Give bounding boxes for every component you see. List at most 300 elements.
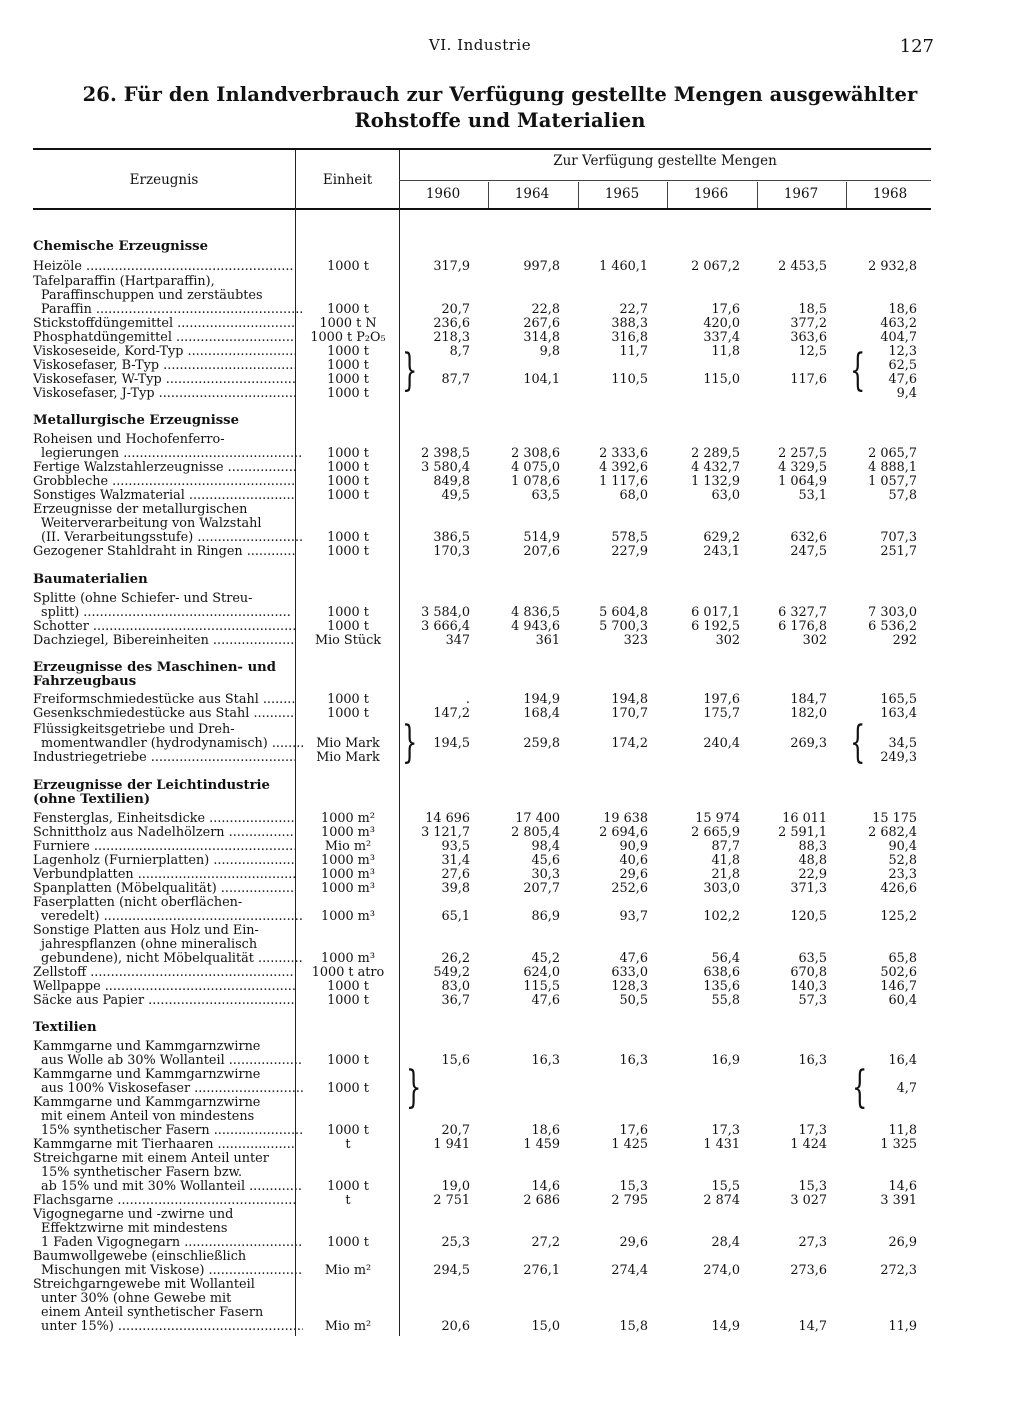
value-cell: 12,3: [888, 344, 917, 359]
value-cell: 1 460,1: [599, 259, 648, 274]
column-header-product: Erzeugnis: [129, 172, 199, 188]
value-cell: 5 604,8: [599, 605, 648, 620]
value-cell: 168,4: [523, 706, 560, 721]
value-cell: 17,3: [711, 1123, 740, 1138]
value-cell: 57,8: [888, 488, 917, 503]
value-cell: 11,8: [711, 344, 740, 359]
value-cell: 227,9: [611, 544, 648, 559]
table-row: [0, 1194, 1024, 1208]
value-cell: 165,5: [880, 692, 917, 707]
value-cell: 361: [535, 633, 560, 648]
table-row: [0, 1054, 1024, 1068]
value-cell: 292: [892, 633, 917, 648]
value-cell: 274,0: [703, 1263, 740, 1278]
value-cell: 93,5: [441, 839, 470, 854]
value-cell: 63,5: [798, 951, 827, 966]
value-cell: 128,3: [611, 979, 648, 994]
value-cell: 4 392,6: [599, 460, 648, 475]
value-cell: 40,6: [619, 853, 648, 868]
value-cell: 463,2: [880, 316, 917, 331]
value-cell: 3 666,4: [421, 619, 470, 634]
value-cell: 218,3: [433, 330, 470, 345]
table-row: [0, 606, 1024, 620]
year-header: 1966: [693, 186, 729, 202]
value-cell: 14,6: [531, 1179, 560, 1194]
value-cell: 23,3: [888, 867, 917, 882]
column-divider: [295, 632, 296, 1336]
year-separator: [757, 182, 758, 208]
row-label: veredelt) .....: [33, 910, 303, 924]
row-unit: 1000 t: [327, 530, 369, 545]
row-label: legierungen .....: [33, 447, 303, 461]
table-row: [0, 826, 1024, 840]
row-label: Paraffinschuppen und zerstäubtes: [41, 289, 263, 303]
value-cell: 16,3: [798, 1053, 827, 1068]
table-row: [0, 592, 1024, 606]
row-unit: 1000 m²: [321, 811, 375, 826]
value-cell: 3 391: [880, 1193, 917, 1208]
value-cell: 20,7: [441, 1123, 470, 1138]
value-cell: 1 424: [790, 1137, 827, 1152]
table-row: [0, 737, 1024, 751]
value-cell: 30,3: [531, 867, 560, 882]
value-cell: 194,9: [523, 692, 560, 707]
row-label: (II. Verarbeitungsstufe) .....: [33, 531, 303, 545]
value-cell: 16,4: [888, 1053, 917, 1068]
table-row: [0, 994, 1024, 1008]
row-unit: Mio m²: [324, 1263, 372, 1278]
value-cell: 65,8: [888, 951, 917, 966]
row-label: Viskoseseide, Kord-Typ .....: [33, 345, 295, 359]
value-cell: 15 974: [695, 811, 740, 826]
value-cell: 104,1: [523, 372, 560, 387]
row-label: aus 100% Viskosefaser .....: [33, 1082, 303, 1096]
value-cell: 20,6: [441, 1319, 470, 1334]
row-unit: 1000 t: [327, 386, 369, 401]
value-cell: 629,2: [703, 530, 740, 545]
row-label: Schotter .....: [33, 620, 295, 634]
section-heading: Textilien: [33, 1020, 97, 1035]
value-cell: 11,9: [888, 1319, 917, 1334]
row-label: Splitte (ohne Schiefer- und Streu-: [33, 592, 253, 606]
row-unit: 1000 t: [327, 544, 369, 559]
value-cell: 388,3: [611, 316, 648, 331]
value-cell: 2 308,6: [511, 446, 560, 461]
section-heading: Erzeugnisse des Maschinen- und: [33, 660, 276, 675]
row-unit: 1000 t: [327, 488, 369, 503]
table-row: [0, 634, 1024, 648]
value-cell: 207,7: [523, 881, 560, 896]
value-cell: 670,8: [790, 965, 827, 980]
row-unit: 1000 t: [327, 1235, 369, 1250]
value-cell: 3 580,4: [421, 460, 470, 475]
value-cell: 4 432,7: [691, 460, 740, 475]
value-cell: 19 638: [603, 811, 648, 826]
value-cell: 259,8: [523, 736, 560, 751]
row-label: Viskosefaser, W-Typ .....: [33, 373, 295, 387]
value-cell: 68,0: [619, 488, 648, 503]
top-rule: [33, 148, 931, 150]
value-cell: 57,3: [798, 993, 827, 1008]
table-row: [0, 545, 1024, 559]
table-row: [0, 345, 1024, 359]
value-cell: 314,8: [523, 330, 560, 345]
value-cell: 8,7: [449, 344, 470, 359]
row-unit: 1000 t: [327, 979, 369, 994]
brace-mark: }: [402, 345, 418, 396]
value-cell: 146,7: [880, 979, 917, 994]
value-cell: 15,6: [441, 1053, 470, 1068]
row-unit: Mio m²: [324, 1319, 372, 1334]
table-row: [0, 531, 1024, 545]
value-cell: 26,9: [888, 1235, 917, 1250]
table-row: [0, 387, 1024, 401]
value-cell: 102,2: [703, 909, 740, 924]
value-cell: 273,6: [790, 1263, 827, 1278]
value-cell: 65,1: [441, 909, 470, 924]
table-row: [0, 275, 1024, 289]
value-cell: 60,4: [888, 993, 917, 1008]
value-cell: 194,5: [433, 736, 470, 751]
value-cell: 22,9: [798, 867, 827, 882]
value-cell: 17,6: [711, 302, 740, 317]
value-cell: 9,8: [539, 344, 560, 359]
value-cell: 115,5: [523, 979, 560, 994]
value-cell: 707,3: [880, 530, 917, 545]
value-cell: 240,4: [703, 736, 740, 751]
value-cell: 90,9: [619, 839, 648, 854]
value-cell: 2 874: [703, 1193, 740, 1208]
row-label: Tafelparaffin (Hartparaffin),: [33, 275, 215, 289]
value-cell: 15,0: [531, 1319, 560, 1334]
value-cell: 1 064,9: [778, 474, 827, 489]
row-unit: 1000 t: [327, 372, 369, 387]
row-label: Effektzwirne mit mindestens: [41, 1222, 228, 1236]
value-cell: 302: [802, 633, 827, 648]
row-label: einem Anteil synthetischer Fasern: [41, 1306, 264, 1320]
value-cell: 45,2: [531, 951, 560, 966]
table-row: [0, 289, 1024, 303]
row-unit: 1000 m³: [321, 909, 375, 924]
table-row: [0, 980, 1024, 994]
value-cell: 115,0: [703, 372, 740, 387]
value-cell: 17 400: [515, 811, 560, 826]
row-label: Sonstige Platten aus Holz und Ein-: [33, 924, 259, 938]
value-cell: 93,7: [619, 909, 648, 924]
value-cell: 34,5: [888, 736, 917, 751]
table-row: [0, 461, 1024, 475]
brace-mark: }: [406, 1062, 422, 1113]
year-separator: [488, 182, 489, 208]
value-cell: 6 192,5: [691, 619, 740, 634]
section-title: VI. Industrie: [428, 36, 532, 54]
page-number: 127: [899, 36, 934, 57]
table-row: [0, 854, 1024, 868]
value-cell: 18,5: [798, 302, 827, 317]
row-label: Viskosefaser, J-Typ .....: [33, 387, 295, 401]
value-cell: 90,4: [888, 839, 917, 854]
row-unit: 1000 t: [327, 993, 369, 1008]
row-unit: 1000 t: [327, 259, 369, 274]
section-heading: Fahrzeugbaus: [33, 674, 137, 689]
value-cell: 14,9: [711, 1319, 740, 1334]
row-label: Viskosefaser, B-Typ .....: [33, 359, 295, 373]
table-row: [0, 1068, 1024, 1082]
value-cell: 27,3: [798, 1235, 827, 1250]
value-cell: 1 132,9: [691, 474, 740, 489]
row-label: Mischungen mit Viskose) .....: [33, 1264, 303, 1278]
table-row: [0, 840, 1024, 854]
column-header-unit: Einheit: [322, 172, 373, 188]
value-cell: 62,5: [888, 358, 917, 373]
value-cell: 997,8: [523, 259, 560, 274]
year-separator: [667, 182, 668, 208]
value-cell: 182,0: [790, 706, 827, 721]
value-cell: 63,0: [711, 488, 740, 503]
value-cell: 49,5: [441, 488, 470, 503]
table-row: [0, 868, 1024, 882]
row-label: Grobbleche .....: [33, 475, 295, 489]
value-cell: 1 117,6: [599, 474, 648, 489]
value-cell: 45,6: [531, 853, 560, 868]
value-cell: 194,8: [611, 692, 648, 707]
table-row: [0, 475, 1024, 489]
row-unit: 1000 t: [327, 344, 369, 359]
value-cell: 337,4: [703, 330, 740, 345]
value-cell: 11,8: [888, 1123, 917, 1138]
value-cell: 25,3: [441, 1235, 470, 1250]
row-label: Dachziegel, Bibereinheiten .....: [33, 634, 295, 648]
year-separator: [846, 182, 847, 208]
row-label: 1 Faden Vigognegarn .....: [33, 1236, 303, 1250]
value-cell: 269,3: [790, 736, 827, 751]
value-cell: 28,4: [711, 1235, 740, 1250]
table-row: [0, 1250, 1024, 1264]
value-cell: 15,5: [711, 1179, 740, 1194]
section-heading: Baumaterialien: [33, 572, 148, 587]
value-cell: 31,4: [441, 853, 470, 868]
table-row: [0, 1236, 1024, 1250]
table-row: [0, 447, 1024, 461]
row-label: Gezogener Stahldraht in Ringen .....: [33, 545, 295, 559]
value-cell: 4 836,5: [511, 605, 560, 620]
row-unit: 1000 m³: [321, 867, 375, 882]
value-cell: 207,6: [523, 544, 560, 559]
table-row: [0, 260, 1024, 274]
value-cell: 14 696: [425, 811, 470, 826]
row-unit: 1000 t: [327, 1179, 369, 1194]
value-cell: 163,4: [880, 706, 917, 721]
value-cell: 4 329,5: [778, 460, 827, 475]
table-row: [0, 489, 1024, 503]
brace-mark: {: [852, 1062, 868, 1113]
value-cell: 316,8: [611, 330, 648, 345]
table-title: 26. Für den Inlandverbrauch zur Verfügung gestellte Mengen ausgewählter Rohstoffe und Materialien: [82, 83, 918, 132]
value-cell: 4,7: [896, 1081, 917, 1096]
row-unit: 1000 t: [327, 619, 369, 634]
row-label: unter 15%) .....: [33, 1320, 303, 1334]
table-row: [0, 1082, 1024, 1096]
table-row: [0, 1306, 1024, 1320]
value-cell: 27,2: [531, 1235, 560, 1250]
table-row: [0, 503, 1024, 517]
row-unit: 1000 t: [327, 358, 369, 373]
row-label: Streichgarngewebe mit Wollanteil: [33, 1278, 255, 1292]
table-row: [0, 317, 1024, 331]
row-label: Baumwollgewebe (einschließlich: [33, 1250, 247, 1264]
value-cell: 243,1: [703, 544, 740, 559]
year-header: 1964: [514, 186, 550, 202]
row-unit: 1000 m³: [321, 825, 375, 840]
table-row: [0, 620, 1024, 634]
value-cell: 302: [715, 633, 740, 648]
value-cell: 1 459: [523, 1137, 560, 1152]
value-cell: 175,7: [703, 706, 740, 721]
table-row: [0, 938, 1024, 952]
value-cell: 2 805,4: [511, 825, 560, 840]
row-label: Fertige Walzstahlerzeugnisse .....: [33, 461, 295, 475]
row-label: Industriegetriebe .....: [33, 751, 295, 765]
row-label: Gesenkschmiedestücke aus Stahl .....: [33, 707, 295, 721]
table-row: [0, 751, 1024, 765]
value-cell: 14,6: [888, 1179, 917, 1194]
value-cell: 2 257,5: [778, 446, 827, 461]
row-unit: 1000 t: [327, 460, 369, 475]
row-unit: 1000 t atro: [311, 965, 385, 980]
row-label: Fensterglas, Einheitsdicke .....: [33, 812, 295, 826]
value-cell: 317,9: [433, 259, 470, 274]
value-cell: 251,7: [880, 544, 917, 559]
value-cell: 6 536,2: [868, 619, 917, 634]
row-label: Erzeugnisse der metallurgischen: [33, 503, 248, 517]
table-row: [0, 924, 1024, 938]
row-label: Sonstiges Walzmaterial .....: [33, 489, 295, 503]
value-cell: 18,6: [888, 302, 917, 317]
value-cell: 404,7: [880, 330, 917, 345]
row-unit: Mio Mark: [316, 736, 380, 751]
value-cell: 514,9: [523, 530, 560, 545]
value-cell: 18,6: [531, 1123, 560, 1138]
value-cell: 26,2: [441, 951, 470, 966]
value-cell: 2 694,6: [599, 825, 648, 840]
value-cell: 29,6: [619, 1235, 648, 1250]
row-label: Streichgarne mit einem Anteil unter: [33, 1152, 269, 1166]
value-cell: 1 057,7: [868, 474, 917, 489]
table-row: [0, 1180, 1024, 1194]
row-unit: 1000 t: [327, 1123, 369, 1138]
row-label: Weiterverarbeitung von Walzstahl: [41, 517, 262, 531]
row-unit: 1000 t: [327, 605, 369, 620]
row-label: splitt) .....: [33, 606, 303, 620]
row-unit: 1000 t: [327, 1053, 369, 1068]
row-unit: t: [345, 1193, 351, 1208]
value-cell: 1 325: [880, 1137, 917, 1152]
value-cell: 1 425: [611, 1137, 648, 1152]
year-separator: [578, 182, 579, 208]
row-label: Flüssigkeitsgetriebe und Dreh-: [33, 723, 235, 737]
value-cell: 36,7: [441, 993, 470, 1008]
value-cell: 578,5: [611, 530, 648, 545]
row-unit: Mio m²: [324, 839, 372, 854]
value-cell: 15,3: [619, 1179, 648, 1194]
value-cell: 197,6: [703, 692, 740, 707]
value-cell: 15,3: [798, 1179, 827, 1194]
row-label: aus Wolle ab 30% Wollanteil .....: [33, 1054, 303, 1068]
value-cell: 184,7: [790, 692, 827, 707]
row-unit: 1000 m³: [321, 881, 375, 896]
row-unit: 1000 t: [327, 446, 369, 461]
value-cell: 2 665,9: [691, 825, 740, 840]
value-cell: 63,5: [531, 488, 560, 503]
value-cell: 147,2: [433, 706, 470, 721]
row-label: Stickstoffdüngemittel .....: [33, 317, 295, 331]
row-unit: 1000 t: [327, 706, 369, 721]
row-unit: Mio Mark: [316, 750, 380, 765]
row-label: Wellpappe .....: [33, 980, 295, 994]
column-divider: [399, 632, 400, 1336]
value-cell: 9,4: [896, 386, 917, 401]
value-cell: 2 682,4: [868, 825, 917, 840]
value-cell: 1 431: [703, 1137, 740, 1152]
table-row: [0, 373, 1024, 387]
value-cell: 16,9: [711, 1053, 740, 1068]
value-cell: 48,8: [798, 853, 827, 868]
row-label: Vigognegarne und -zwirne und: [33, 1208, 234, 1222]
value-cell: 6 176,8: [778, 619, 827, 634]
table-row: [0, 1138, 1024, 1152]
value-cell: 638,6: [703, 965, 740, 980]
value-cell: 2 289,5: [691, 446, 740, 461]
table-row: [0, 1166, 1024, 1180]
value-cell: 20,7: [441, 302, 470, 317]
table-row: [0, 1278, 1024, 1292]
value-cell: 110,5: [611, 372, 648, 387]
value-cell: 549,2: [433, 965, 470, 980]
table-row: [0, 433, 1024, 447]
value-cell: 249,3: [880, 750, 917, 765]
row-label: gebundene), nicht Möbelqualität .....: [33, 952, 303, 966]
value-cell: 21,8: [711, 867, 740, 882]
row-unit: 1000 t N: [319, 316, 377, 331]
row-unit: Mio Stück: [314, 633, 382, 648]
value-cell: 47,6: [888, 372, 917, 387]
table-row: [0, 1320, 1024, 1334]
value-cell: 1 941: [433, 1137, 470, 1152]
value-cell: 174,2: [611, 736, 648, 751]
value-cell: 56,4: [711, 951, 740, 966]
value-cell: 170,7: [611, 706, 648, 721]
table-row: [0, 707, 1024, 721]
value-cell: 5 700,3: [599, 619, 648, 634]
row-unit: 1000 t: [327, 474, 369, 489]
value-cell: 276,1: [523, 1263, 560, 1278]
value-cell: 98,4: [531, 839, 560, 854]
table-row: [0, 952, 1024, 966]
value-cell: 3 584,0: [421, 605, 470, 620]
value-cell: 41,8: [711, 853, 740, 868]
row-label: Verbundplatten .....: [33, 868, 295, 882]
value-cell: 624,0: [523, 965, 560, 980]
value-cell: 2 591,1: [778, 825, 827, 840]
table-row: [0, 1110, 1024, 1124]
value-cell: 2 453,5: [778, 259, 827, 274]
value-cell: 4 075,0: [511, 460, 560, 475]
value-cell: 2 065,7: [868, 446, 917, 461]
value-cell: 386,5: [433, 530, 470, 545]
row-unit: 1000 m³: [321, 951, 375, 966]
table-row: [0, 1222, 1024, 1236]
value-cell: 632,6: [790, 530, 827, 545]
